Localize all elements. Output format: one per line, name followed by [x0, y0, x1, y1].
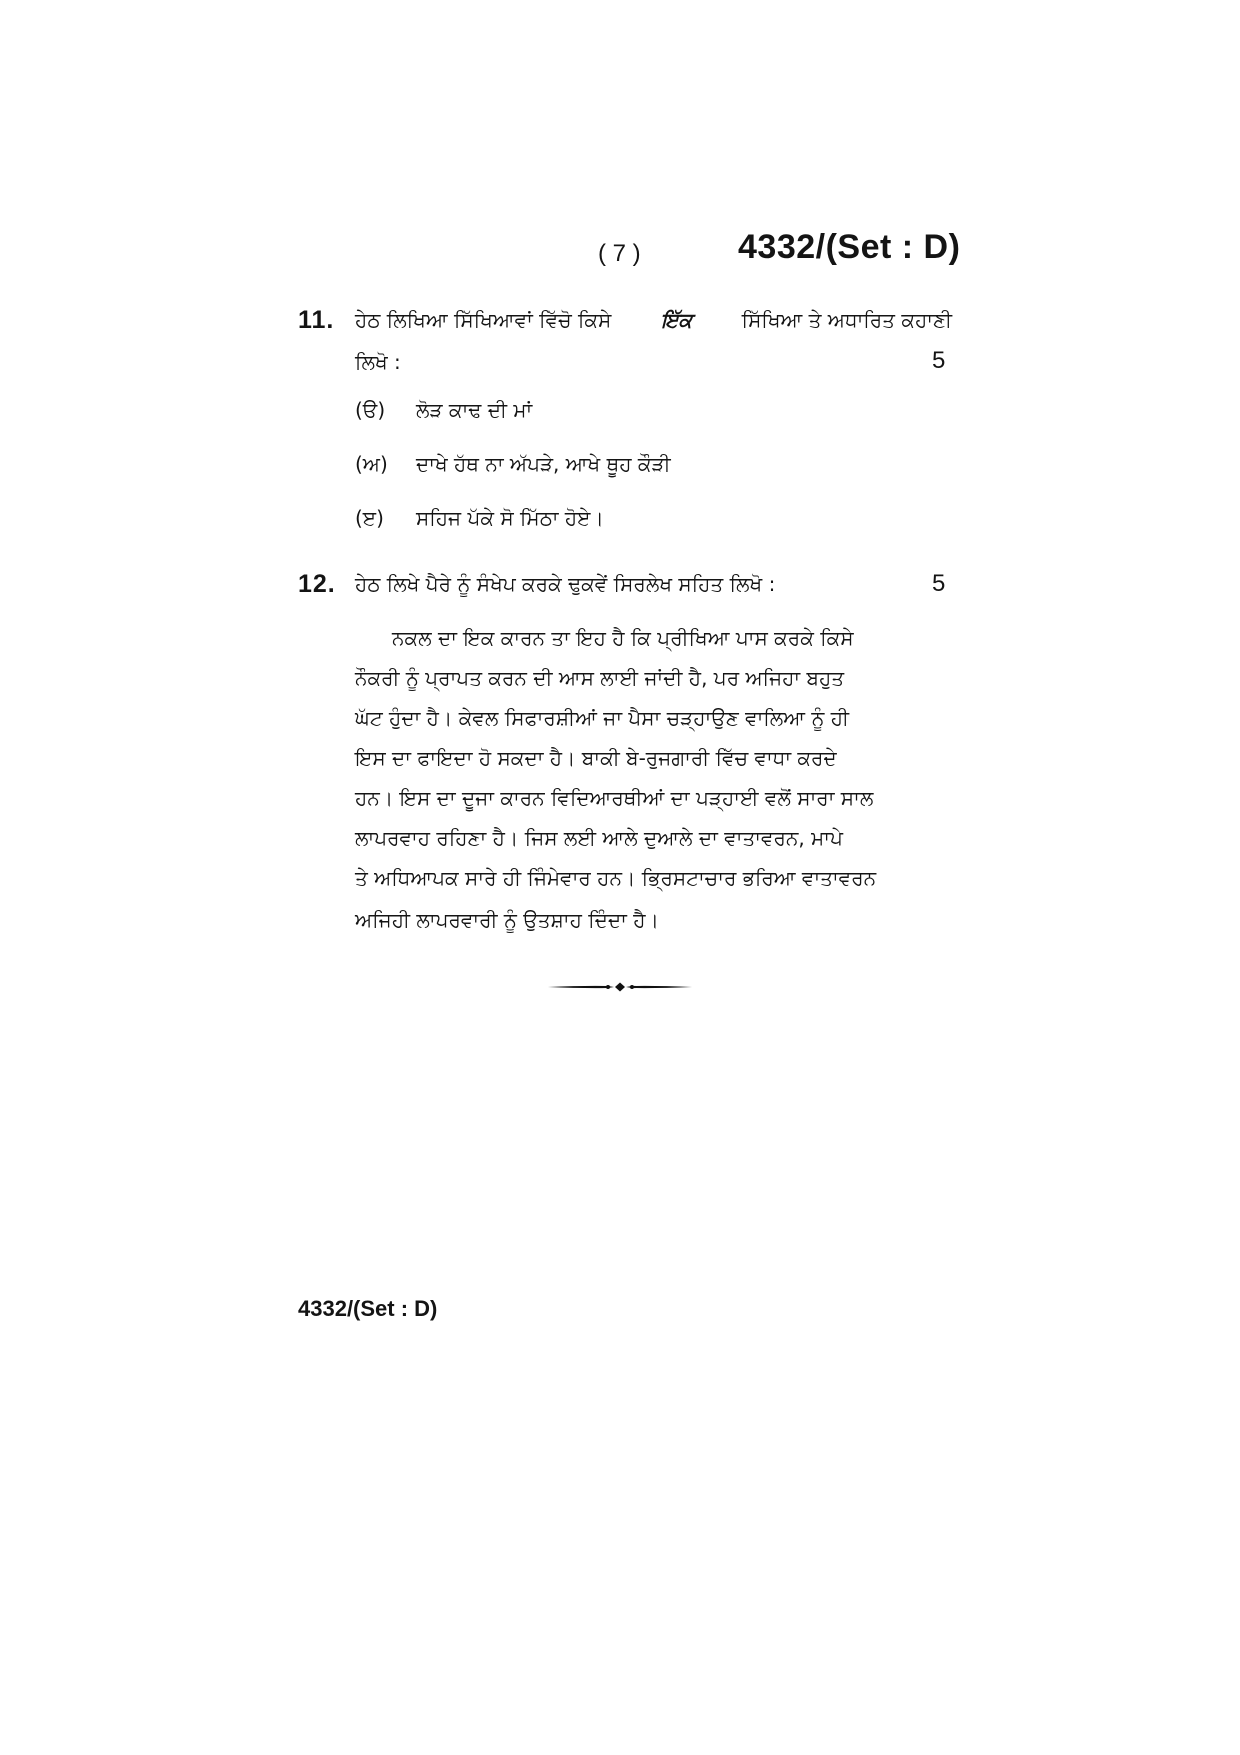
passage-line-3: ਘੱਟ ਹੁੰਦਾ ਹੈ। ਕੇਵਲ ਸਿਫਾਰਸ਼ੀਆਂ ਜਾ ਪੈਸਾ ਚੜ੍ਹਾਉਣ ਵਾਲਿਆ ਨੂੰ ਹੀ	[355, 706, 850, 730]
question-12-number: 12.	[298, 570, 336, 598]
passage-line-7: ਤੇ ਅਧਿਆਪਕ ਸਾਰੇ ਹੀ ਜਿੰਮੇਵਾਰ ਹਨ। ਭ੍ਰਿਸਟਾਚਾਰ ਭਰਿਆ ਵਾਤਾਵਰਨ	[355, 866, 877, 890]
end-ornament-divider	[548, 980, 692, 994]
question-11-emphasis: ਇੱਕ	[660, 308, 693, 332]
passage-line-4: ਇਸ ਦਾ ਫਾਇਦਾ ਹੋ ਸਕਦਾ ਹੈ। ਬਾਕੀ ਬੇ-ਰੁਜਗਾਰੀ ਵਿੱਚ ਵਾਧਾ ਕਰਦੇ	[355, 746, 837, 770]
question-11-text-before: ਹੇਠ ਲਿਖਿਆ ਸਿੱਖਿਆਵਾਂ ਵਿੱਚੋ ਕਿਸੇ	[355, 308, 612, 332]
passage-line-1: ਨਕਲ ਦਾ ਇਕ ਕਾਰਨ ਤਾ ਇਹ ਹੈ ਕਿ ਪ੍ਰੀਖਿਆ ਪਾਸ ਕਰਕੇ ਕਿਸੇ	[392, 626, 854, 650]
option-b-label: (ਅ)	[355, 452, 388, 476]
question-11-text-after: ਸਿੱਖਿਆ ਤੇ ਅਧਾਰਿਤ ਕਹਾਣੀ	[741, 308, 952, 332]
passage-line-5: ਹਨ। ਇਸ ਦਾ ਦੂਜਾ ਕਾਰਨ ਵਿਦਿਆਰਥੀਆਂ ਦਾ ਪੜ੍ਹਾਈ ਵਲੋਂ ਸਾਰਾ ਸਾਲ	[355, 786, 874, 810]
page-number: ( 7 )	[598, 240, 641, 267]
paper-code-footer: 4332/(Set : D)	[298, 1296, 438, 1321]
question-11-text-line-1	[355, 310, 952, 330]
passage-line-2: ਨੌਕਰੀ ਨੂੰ ਪ੍ਰਾਪਤ ਕਰਨ ਦੀ ਆਸ ਲਾਈ ਜਾਂਦੀ ਹੈ, ਪਰ ਅਜਿਹਾ ਬਹੁਤ	[355, 666, 845, 690]
passage-line	[392, 628, 952, 648]
question-11-number: 11.	[298, 306, 335, 334]
question-11-text-line-2: ਲਿਖੋ :	[355, 350, 401, 374]
passage-line-6: ਲਾਪਰਵਾਹ ਰਹਿਣਾ ਹੈ। ਜਿਸ ਲਈ ਆਲੇ ਦੁਆਲੇ ਦਾ ਵਾਤਾਵਰਨ, ਮਾਪੇ	[355, 826, 843, 850]
option-a-label: (ੳ)	[355, 398, 386, 422]
option-b-text: ਦਾਖੇ ਹੱਥ ਨਾ ਅੱਪੜੇ, ਆਖੇ ਥੂਹ ਕੌੜੀ	[416, 452, 671, 476]
passage-line-8: ਅਜਿਹੀ ਲਾਪਰਵਾਰੀ ਨੂੰ ਉਤਸ਼ਾਹ ਦਿੰਦਾ ਹੈ।	[355, 908, 659, 932]
question-12-instruction: ਹੇਠ ਲਿਖੇ ਪੈਰੇ ਨੂੰ ਸੰਖੇਪ ਕਰਕੇ ਢੁਕਵੇਂ ਸਿਰਲੇਖ ਸਹਿਤ ਲਿਖੋ :	[355, 572, 776, 596]
paper-code-header: 4332/(Set : D)	[738, 228, 961, 266]
question-12-marks: 5	[932, 570, 946, 597]
option-c-text: ਸਹਿਜ ਪੱਕੇ ਸੋ ਮਿੱਠਾ ਹੋਏ।	[416, 506, 604, 530]
option-c-label: (ੲ)	[355, 506, 384, 530]
question-11-marks: 5	[932, 347, 946, 374]
option-a-text: ਲੋੜ ਕਾਢ ਦੀ ਮਾਂ	[416, 398, 533, 422]
